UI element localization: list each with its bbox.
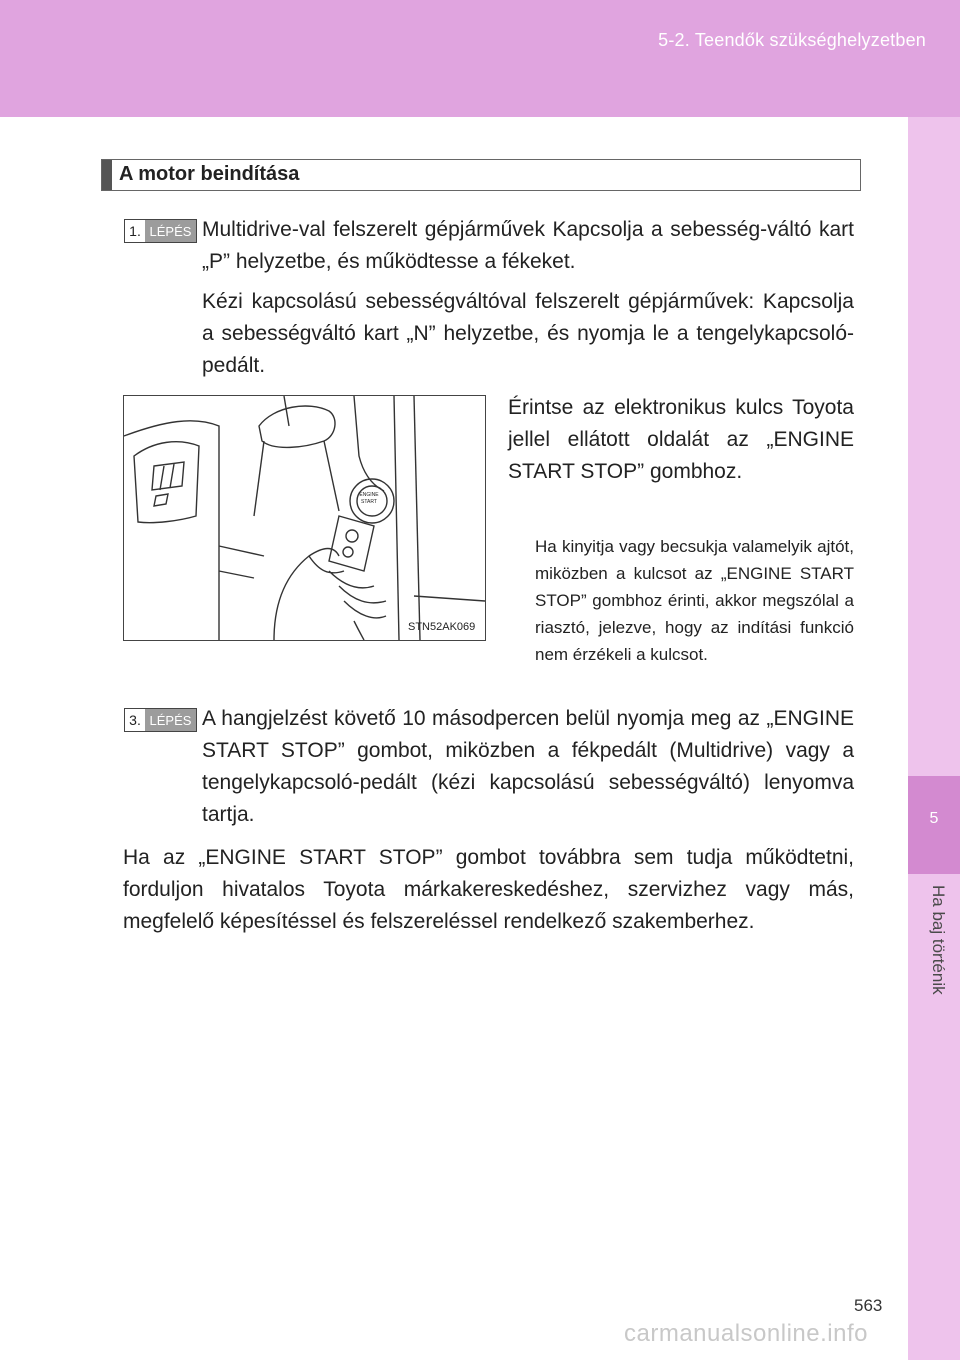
illustration-drawing (124, 396, 485, 640)
step-2-text: Érintse az elektronikus kulcs Toyota jellel ellátott oldalát az „ENGINE START STOP” gombhoz. (508, 396, 854, 483)
step-1-number: 1. (129, 223, 141, 239)
step-3-text: A hangjelzést követő 10 másodpercen belül nyomja meg az „ENGINE START STOP” gombot, miközben a fékpedált (Multidrive) vagy a tengelykapcsoló-pedált (kézi kapcsolású sebességváltó) lenyomva tartja. (202, 707, 854, 826)
section-heading (101, 159, 861, 191)
step-3-badge (124, 708, 197, 732)
step-3-number: 3. (129, 712, 141, 728)
watermark: carmanualsonline.info (624, 1320, 868, 1347)
section-heading-marker (102, 160, 112, 190)
step-2-note: Ha kinyitja vagy becsukja valamelyik ajtót, miközben a kulcsot az „ENGINE START STOP” gombhoz érinti, akkor megszólal a riasztó, jelezve, hogy az indítási funkció nem érzékeli a kulcsot. (535, 537, 854, 664)
step-3-label: LÉPÉS (145, 709, 196, 731)
step-1-text-automatic: Kézi kapcsolású sebességváltóval felszerelt gépjárművek: Kapcsolja a sebességváltó kart „N” helyzetbe, és nyomja le a tengelykapcsoló-pedált. (202, 290, 854, 377)
engine-start-illustration (123, 395, 486, 641)
header-band (0, 0, 960, 117)
side-tab-number: 5 (929, 810, 939, 827)
page-number: 563 (854, 1296, 883, 1315)
chapter-title: 5-2. Teendők szükséghelyzetben (658, 30, 926, 50)
step-1-badge (124, 219, 197, 243)
side-tab-label: Ha baj történik (929, 885, 948, 995)
illustration-code: STN52AK069 (408, 621, 476, 633)
step-1-label: LÉPÉS (145, 220, 196, 242)
section-title: A motor beindítása (119, 163, 300, 185)
button-label-start: START (361, 499, 377, 505)
side-tab (908, 117, 960, 1360)
step-1-text-manual: Multidrive-val felszerelt gépjárművek Kapcsolja a sebesség-váltó kart „P” helyzetbe, és működtesse a fékeket. (202, 218, 854, 273)
closing-paragraph: Ha az „ENGINE START STOP” gombot továbbra sem tudja működtetni, forduljon hivatalos Toyota márkakereskedéshez, szervizhez vagy más, megfelelő képesítéssel és felszereléssel rendelkező szakemberhez. (123, 846, 854, 933)
button-label-engine: ENGINE (359, 492, 379, 498)
